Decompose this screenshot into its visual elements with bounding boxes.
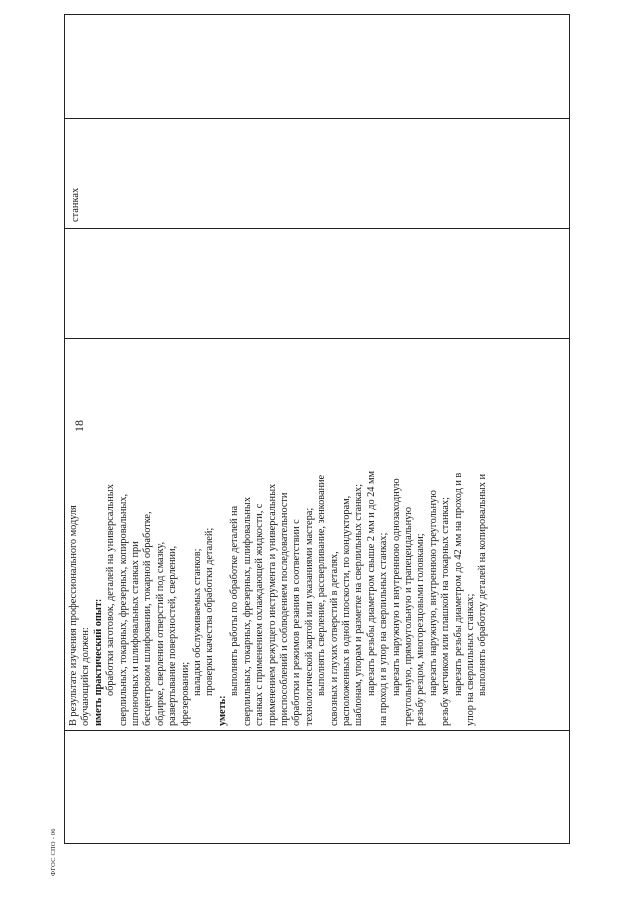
requirement-line: сверлильных, токарных, фрезерных, копировальных, bbox=[117, 493, 129, 726]
table-column-competencies bbox=[65, 13, 569, 118]
requirement-line: нарезать резьбы диаметром до 42 мм на проход и в bbox=[452, 472, 464, 696]
requirement-line: шаблонам, упорам и разметке на сверлильных станках; bbox=[353, 484, 365, 726]
requirement-line: проверки качества обработки деталей; bbox=[204, 527, 216, 696]
requirement-line: В результате изучения профессионального модуля bbox=[68, 505, 79, 726]
requirement-line: резьбу метчиком или плашкой на токарных станках; bbox=[440, 497, 452, 726]
discipline-cell-text: станках bbox=[70, 187, 81, 222]
requirement-line: на проход и в упор на сверлильных станках; bbox=[378, 532, 390, 726]
requirement-line: нарезать резьбы диаметром свыше 2 мм и до 24 мм bbox=[365, 470, 377, 696]
requirement-line: развертывание поверхностей, сверлении, bbox=[167, 545, 179, 726]
requirement-line: шпоночных и шлифовальных станках при bbox=[130, 541, 142, 726]
requirement-line: расположенных в одной плоскости, по кондукторам, bbox=[340, 495, 352, 726]
requirement-line: выполнять работы по обработке деталей на bbox=[229, 505, 241, 696]
requirement-line: технологической картой или указаниями мастера; bbox=[303, 507, 315, 726]
requirement-line: нарезать наружную, внутреннюю треугольную bbox=[427, 490, 439, 696]
table-column-requirements bbox=[65, 338, 569, 730]
requirement-line: выполнять сверление, рассверливание, зенкование bbox=[316, 474, 328, 696]
requirement-line: сквозных и глухих отверстий в деталях, bbox=[328, 551, 340, 726]
requirement-line: применением режущего инструмента и универсальных bbox=[266, 483, 278, 726]
requirement-line: обработки заготовок, деталей на универсальных bbox=[105, 484, 117, 696]
competency-table bbox=[64, 14, 570, 844]
requirement-line: фрезеровании; bbox=[179, 661, 191, 726]
requirement-line: резьбу резцом, многорезцовыми головками; bbox=[415, 533, 427, 726]
page-number: 18 bbox=[72, 420, 86, 432]
footer-label: ФГОС СПО - 06 bbox=[50, 828, 57, 876]
requirement-line: нарезать наружную и внутреннюю однозаходную bbox=[390, 478, 402, 696]
requirement-line: иметь практический опыт: bbox=[92, 598, 104, 726]
requirement-line: обучающийся должен: bbox=[80, 627, 92, 726]
rotated-sheet bbox=[64, 14, 570, 844]
requirement-line: упор на сверлильных станках; bbox=[465, 593, 476, 726]
requirement-line: обработки и режимов резания в соответствии с bbox=[291, 519, 303, 726]
requirement-line: приспособлений и соблюдением последовательности bbox=[278, 492, 290, 726]
table-column-discipline bbox=[65, 118, 569, 228]
table-column-index bbox=[65, 730, 569, 843]
requirement-line: треугольную, прямоугольную и трапецеидальную bbox=[402, 507, 414, 726]
requirement-line: обдирке, сверлении отверстий под смазку, bbox=[154, 541, 166, 726]
requirement-line: выполнять обработку деталей на копировальных и bbox=[477, 474, 489, 696]
requirement-line: уметь: bbox=[216, 695, 228, 726]
requirement-line: бесцентровом шлифовании, токарной обработке, bbox=[142, 511, 154, 726]
requirement-line: наладки обслуживаемых станков; bbox=[192, 548, 204, 696]
table-column-hours bbox=[65, 228, 569, 338]
requirement-line: сверлильных, токарных, фрезерных, шлифовальных bbox=[241, 497, 253, 726]
requirement-line: станках с применением охлаждающей жидкости, с bbox=[254, 503, 266, 726]
